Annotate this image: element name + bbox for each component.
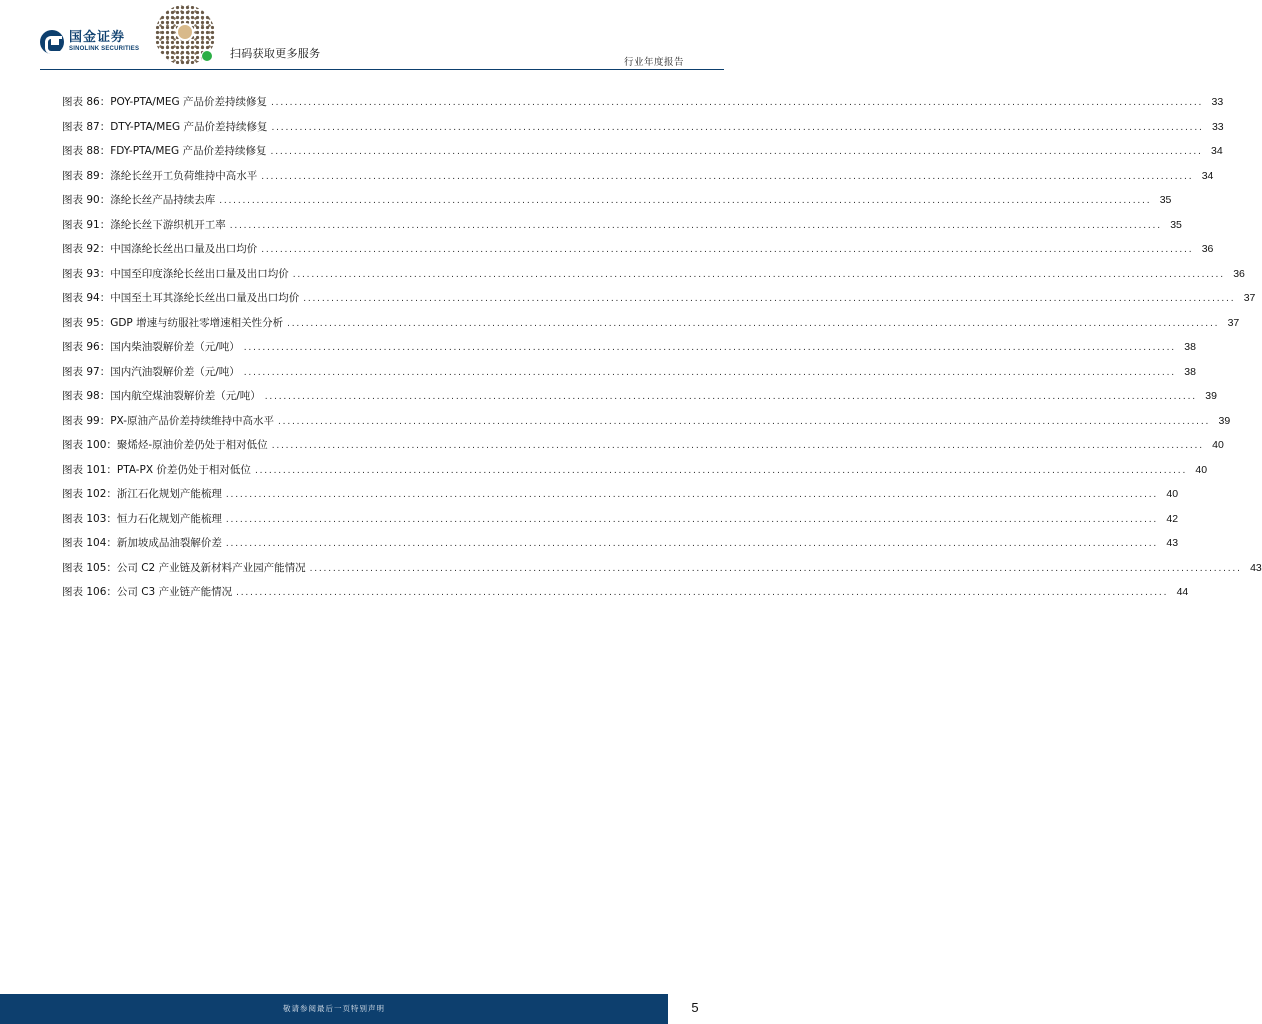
toc-entry-title: 涤纶长丝产品持续去库 [110, 194, 216, 206]
toc-entry-title: 中国至土耳其涤纶长丝出口量及出口均价 [110, 292, 300, 304]
toc-entry[interactable] [62, 93, 1224, 118]
toc-entry-label: 图表 88： [62, 145, 111, 157]
header-divider [40, 69, 724, 70]
toc-dot-leader: ........................................................................................................................................................................................................ [236, 588, 1169, 598]
toc-entry-page: 38 [1184, 365, 1196, 378]
toc-entry-title: 国内柴油裂解价差（元/吨） [110, 341, 240, 353]
toc-entry-title: PX-原油产品价差持续维持中高水平 [110, 414, 274, 427]
toc-entry-title: 聚烯烃-原油价差仍处于相对低位 [116, 439, 268, 451]
toc-entry-label: 图表 86： [62, 96, 111, 108]
toc-entry-page: 36 [1201, 243, 1214, 255]
toc-entry-page: 37 [1227, 316, 1240, 329]
toc-entry[interactable] [62, 363, 1196, 388]
toc-dot-leader: ........................................................................................................................................................................................................ [225, 514, 1159, 525]
toc-entry[interactable] [62, 559, 1262, 584]
toc-entry-page: 38 [1184, 341, 1196, 353]
toc-dot-leader: ........................................................................................................................................................................................................ [270, 147, 1203, 157]
toc-entry[interactable] [62, 191, 1172, 216]
footer-disclaimer: 敬请参阅最后一页特别声明 [283, 1004, 385, 1013]
toc-entry-label: 图表 92： [62, 243, 111, 255]
toc-entry-label: 图表 103： [62, 512, 117, 525]
toc-entry[interactable] [62, 265, 1245, 290]
toc-entry-title: 中国至印度涤纶长丝出口量及出口均价 [110, 267, 289, 280]
toc-entry-page: 36 [1233, 267, 1245, 280]
toc-entry-title: 浙江石化规划产能梳理 [116, 488, 222, 500]
toc-dot-leader: ........................................................................................................................................................................................................ [292, 269, 1225, 280]
toc-entry-label: 图表 97： [62, 365, 111, 378]
toc-entry-page: 35 [1170, 218, 1182, 231]
toc-entry[interactable] [62, 412, 1231, 437]
toc-entry[interactable] [62, 534, 1179, 559]
toc-entry[interactable] [62, 338, 1196, 363]
toc-entry-label: 图表 91： [62, 218, 111, 231]
toc-entry-title: 恒力石化规划产能梳理 [116, 512, 222, 525]
toc-entry-title: DTY-PTA/MEG 产品价差持续修复 [110, 120, 268, 133]
toc-entry[interactable] [62, 510, 1179, 535]
toc-dot-leader: ........................................................................................................................................................................................................ [264, 392, 1197, 402]
page-header [0, 0, 724, 70]
toc-dot-leader: ........................................................................................................................................................................................................ [271, 441, 1204, 451]
toc-entry-page: 42 [1166, 512, 1179, 525]
toc-entry-page: 40 [1166, 488, 1179, 500]
toc-entry-label: 图表 90： [62, 194, 111, 206]
wechat-icon [201, 50, 213, 62]
toc-entry[interactable] [62, 118, 1224, 143]
toc-dot-leader: ........................................................................................................................................................................................................ [303, 294, 1236, 304]
toc-entry-title: 新加坡成品油裂解价差 [116, 537, 222, 549]
qr-code-icon[interactable] [155, 5, 215, 65]
company-logo [40, 30, 139, 54]
toc-entry-page: 44 [1176, 586, 1189, 598]
toc-entry-page: 33 [1211, 96, 1224, 108]
toc-entry[interactable] [62, 289, 1256, 314]
toc-entry-label: 图表 104： [62, 537, 117, 549]
toc-entry-title: FDY-PTA/MEG 产品价差持续修复 [110, 145, 267, 157]
toc-entry-page: 43 [1166, 537, 1179, 549]
toc-entry-page: 39 [1205, 390, 1217, 402]
toc-entry[interactable] [62, 436, 1224, 461]
toc-entry-label: 图表 87： [62, 120, 111, 133]
toc-entry[interactable] [62, 461, 1208, 486]
toc-entry[interactable] [62, 314, 1240, 339]
toc-entry-label: 图表 100： [62, 439, 117, 451]
toc-dot-leader: ........................................................................................................................................................................................................ [219, 196, 1152, 206]
toc-entry-label: 图表 101： [62, 463, 117, 476]
toc-entry[interactable] [62, 387, 1217, 412]
toc-entry-page: 43 [1250, 561, 1262, 574]
figure-index-list [62, 93, 1262, 608]
toc-dot-leader: ........................................................................................................................................................................................................ [243, 343, 1176, 353]
toc-entry[interactable] [62, 216, 1182, 241]
toc-dot-leader: ........................................................................................................................................................................................................ [261, 171, 1194, 182]
toc-dot-leader: ........................................................................................................................................................................................................ [271, 122, 1204, 133]
toc-entry-label: 图表 102： [62, 488, 117, 500]
toc-entry-title: GDP 增速与纺服社零增速相关性分析 [110, 316, 284, 329]
toc-dot-leader: ........................................................................................................................................................................................................ [254, 465, 1188, 476]
toc-entry-label: 图表 89： [62, 169, 111, 182]
toc-entry-page: 33 [1211, 120, 1224, 133]
toc-dot-leader: ........................................................................................................................................................................................................ [271, 98, 1204, 108]
toc-dot-leader: ........................................................................................................................................................................................................ [225, 539, 1159, 549]
toc-entry-label: 图表 94： [62, 292, 111, 304]
toc-entry-label: 图表 98： [62, 390, 111, 402]
toc-entry-title: 中国涤纶长丝出口量及出口均价 [110, 243, 258, 255]
toc-entry[interactable] [62, 583, 1189, 608]
scan-prompt: 扫码获取更多服务 [230, 47, 321, 60]
toc-entry-page: 40 [1195, 463, 1208, 476]
logo-name-cn: 国金证券 [69, 30, 126, 45]
toc-entry-title: 涤纶长丝下游织机开工率 [110, 218, 226, 231]
toc-entry-page: 40 [1212, 439, 1224, 451]
toc-entry-title: 公司 C2 产业链及新材料产业园产能情况 [116, 561, 306, 574]
toc-entry[interactable] [62, 167, 1214, 192]
toc-entry-title: 国内航空煤油裂解价差（元/吨） [110, 390, 261, 402]
toc-entry[interactable] [62, 485, 1179, 510]
toc-dot-leader: ........................................................................................................................................................................................................ [261, 245, 1194, 255]
toc-entry-title: 国内汽油裂解价差（元/吨） [110, 365, 240, 378]
toc-entry-label: 图表 105： [62, 561, 117, 574]
toc-entry-label: 图表 95： [62, 316, 111, 329]
toc-entry-label: 图表 96： [62, 341, 111, 353]
toc-entry-page: 34 [1211, 145, 1223, 157]
toc-entry-page: 37 [1243, 292, 1256, 304]
qr-center-avatar [176, 23, 194, 41]
toc-entry-title: POY-PTA/MEG 产品价差持续修复 [110, 96, 268, 108]
toc-dot-leader: ........................................................................................................................................................................................................ [229, 220, 1162, 231]
toc-dot-leader: ........................................................................................................................................................................................................ [243, 367, 1176, 378]
toc-entry-label: 图表 99： [62, 414, 111, 427]
toc-dot-leader: ........................................................................................................................................................................................................ [309, 563, 1242, 574]
toc-entry-title: 公司 C3 产业链产能情况 [116, 586, 233, 598]
toc-entry[interactable] [62, 240, 1214, 265]
sinolink-logo-icon [40, 30, 64, 54]
toc-dot-leader: ........................................................................................................................................................................................................ [287, 318, 1220, 329]
toc-entry-page: 34 [1201, 169, 1214, 182]
toc-entry-page: 35 [1159, 194, 1172, 206]
toc-entry-label: 图表 106： [62, 586, 117, 598]
toc-entry-label: 图表 93： [62, 267, 111, 280]
logo-text [69, 31, 139, 53]
toc-entry-title: PTA-PX 价差仍处于相对低位 [116, 463, 251, 476]
toc-entry-title: 涤纶长丝开工负荷维持中高水平 [110, 169, 258, 182]
page-number: 5 [691, 1000, 699, 1015]
toc-dot-leader: ........................................................................................................................................................................................................ [278, 416, 1211, 427]
toc-entry[interactable] [62, 142, 1223, 167]
toc-entry-page: 39 [1218, 414, 1231, 427]
report-type-label: 行业年度报告 [623, 57, 684, 68]
toc-dot-leader: ........................................................................................................................................................................................................ [225, 490, 1159, 500]
logo-name-en: SINOLINK SECURITIES [69, 46, 140, 52]
